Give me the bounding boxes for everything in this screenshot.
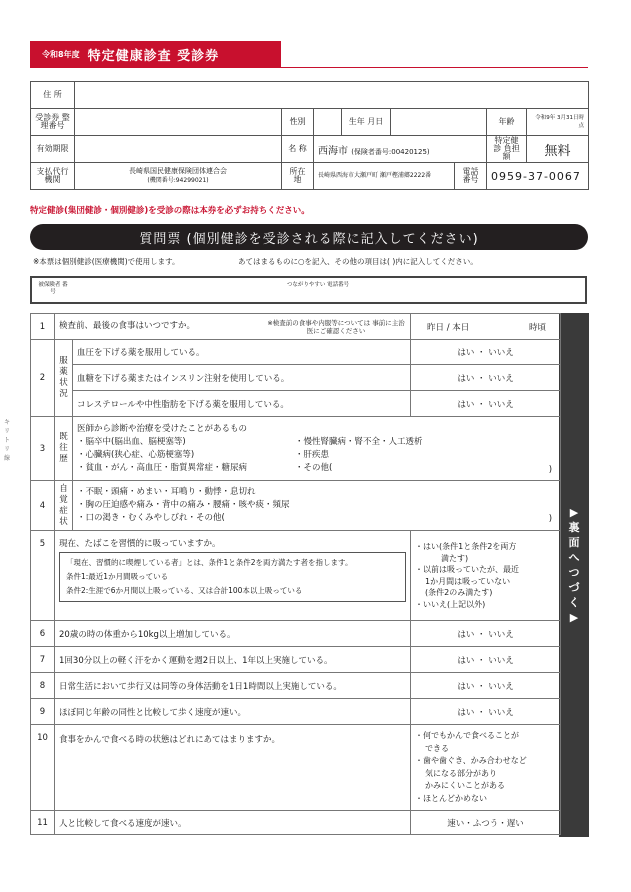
insured-number-field[interactable] [74, 280, 264, 300]
chewing-answer-3[interactable]: ・ほとんどかめない [415, 793, 488, 803]
question-1-cell [55, 314, 411, 340]
question-number: 1 [31, 314, 55, 340]
address-field[interactable] [75, 82, 589, 109]
title-underline [30, 67, 588, 68]
valid-period-label: 有効期限 [31, 136, 75, 163]
bring-ticket-warning: 特定健診(集団健診・個別健診)を受診の際は本券を必ずお持ちください。 [30, 206, 310, 216]
symptom-item-other[interactable]: ・口の渇き・むくみやしびれ・その他( [77, 513, 225, 523]
answer-time[interactable]: 時頃 [529, 322, 547, 333]
history-item[interactable]: ・貧血・がん・高血圧・脂質異常症・糖尿病 [77, 462, 248, 473]
question-number: 5 [31, 531, 55, 621]
ticket-title-bar [30, 41, 281, 67]
history-item[interactable]: ・脳卒中(脳出血、脳梗塞等) [77, 436, 186, 447]
question-text: 血糖を下げる薬またはインスリン注射を使用している。 [73, 365, 411, 391]
fee-label: 特定健診 負担額 [487, 136, 527, 163]
close-paren: ) [548, 465, 553, 475]
symptom-item[interactable]: ・胸の圧迫感や痛み・背中の痛み・腰痛・咳や痰・頻尿 [77, 500, 290, 510]
meal-note: ※検査前の食事や内服等については 事前に主治医にご確認ください [267, 318, 405, 335]
question-row-4 [31, 481, 561, 531]
question-row-9 [31, 699, 561, 725]
symptoms-cell [73, 481, 561, 531]
question-text: コレステロールや中性脂肪を下げる薬を服用している。 [73, 391, 411, 417]
smoking-answer-former[interactable]: ・以前は吸っていたが、最近 [415, 565, 520, 574]
chewing-answer-2[interactable]: ・歯や歯ぐき、かみ合わせなど [415, 756, 527, 765]
smoking-condition-2: 条件2:生涯で6か月間以上吸っている、又は合計100本以上吸っている [66, 586, 303, 595]
insurer-name-label: 名 称 [282, 136, 314, 163]
agency-cell [75, 163, 282, 190]
questionnaire-title: 質問票 (個別健診を受診される際に記入してください) [30, 224, 588, 250]
symptoms-group-label: 自 覚 症 状 [55, 481, 73, 531]
history-group-label: 既 往 歴 [55, 417, 73, 481]
question-text: 20歳の時の体重から10kg以上増加している。 [55, 621, 411, 647]
insurer-number: (保険者番号:00420125) [351, 147, 430, 156]
question-row-3 [31, 417, 561, 481]
question-text: 日常生活において歩行又は同等の身体活動を1日1時間以上実施している。 [55, 673, 411, 699]
question-number: 2 [31, 340, 55, 417]
question-number: 8 [31, 673, 55, 699]
question-text: 現在、たばこを習慣的に吸っていますか。 [59, 539, 221, 549]
question-text: ほぼ同じ年齢の同性と比較して歩く速度が速い。 [55, 699, 411, 725]
question-number: 10 [31, 725, 55, 811]
question-number: 6 [31, 621, 55, 647]
valid-period-field[interactable] [75, 136, 282, 163]
question-row-1 [31, 314, 561, 340]
questions-table [30, 313, 561, 835]
answer-continuation: かみにくいことがある [425, 781, 506, 790]
symptom-item[interactable]: ・不眠・頭痛・めまい・耳鳴り・動悸・息切れ [77, 487, 256, 497]
birthdate-field[interactable] [391, 109, 487, 136]
history-cell [73, 417, 561, 481]
question-row-7 [31, 647, 561, 673]
question-number: 4 [31, 481, 55, 531]
answer-eating-speed[interactable]: 速い・ふつう・遅い [411, 811, 561, 835]
age-label: 年齢 [487, 109, 527, 136]
chewing-answers[interactable] [411, 725, 561, 811]
tab-char: づ [568, 581, 580, 594]
cut-line-mark: キ リ ト リ 線 [4, 419, 11, 462]
question-row-2c [31, 391, 561, 417]
tab-char: く [568, 596, 580, 609]
answer-continuation: 1か月間は吸っていない [425, 576, 511, 586]
ticket-title: 特定健康診査 受診券 [87, 48, 220, 64]
birthdate-label: 生年 月日 [342, 109, 391, 136]
question-row-10 [31, 725, 561, 811]
question-number: 3 [31, 417, 55, 481]
chewing-answer-1[interactable]: ・何でもかんで食べることが [415, 731, 520, 740]
question-text: 1回30分以上の軽く汗をかく運動を週2日以上、1年以上実施している。 [55, 647, 411, 673]
answer-continuation: (条件2のみ満たす) [425, 588, 493, 597]
question-text: 血圧を下げる薬を服用している。 [73, 340, 411, 365]
question-row-2a [31, 340, 561, 365]
location-label: 所在地 [282, 163, 314, 190]
tab-char: 裏 [568, 521, 580, 534]
tab-char: つ [568, 566, 580, 579]
smoking-definition: 「現在、習慣的に喫煙している者」とは、条件1と条件2を両方満たす者を指します。 [66, 558, 353, 567]
smoking-definition-box [59, 552, 406, 602]
smoking-condition-1: 条件1:最近1か月間吸っている [66, 572, 169, 581]
contact-phone-label: つながりやすい 電話番号 [286, 282, 350, 288]
history-item-other[interactable]: ・その他( [295, 462, 333, 473]
fee-value: 無料 [527, 136, 589, 163]
phone-label: 電話番号 [455, 163, 487, 190]
close-paren: ) [548, 514, 553, 524]
question-number: 11 [31, 811, 55, 835]
answer-continuation: 気になる部分があり [425, 768, 498, 778]
agency-label: 支払代行 機関 [31, 163, 75, 190]
answer-yes-no[interactable]: はい ・ いいえ [411, 391, 561, 417]
medication-group-label: 服 薬 状 況 [55, 340, 73, 417]
answer-continuation: できる [425, 743, 450, 753]
answer-yes-no[interactable]: はい ・ いいえ [411, 699, 561, 725]
location-value: 長崎県西海市大瀬戸町 瀬戸樫浦郷2222番 [314, 163, 455, 190]
question-text: 人と比較して食べる速度が速い。 [55, 811, 411, 835]
question-row-2b [31, 365, 561, 391]
fill-instructions: あてはまるものに○を記入、その他の項目は( )内に記入してください。 [238, 257, 478, 266]
answer-yes-no[interactable]: はい ・ いいえ [411, 647, 561, 673]
phone-value: 0959-37-0067 [487, 163, 589, 190]
answer-1[interactable] [411, 314, 561, 340]
ticket-number-field[interactable] [75, 109, 282, 136]
smoking-answer-no[interactable]: ・いいえ(上記以外) [415, 599, 486, 609]
insurer-name: 西海市 [318, 145, 348, 157]
gender-label: 性別 [282, 109, 314, 136]
continue-on-back-text [562, 505, 586, 625]
agency-number: (機関番号:94299021) [147, 177, 209, 184]
question-number: 7 [31, 647, 55, 673]
info-table [30, 81, 589, 190]
history-item[interactable]: ・慢性腎臓病・腎不全・人工透析 [295, 436, 423, 447]
answer-day[interactable]: 昨日 / 本日 [427, 322, 470, 333]
answer-yes-no[interactable]: はい ・ いいえ [411, 340, 561, 365]
history-intro: 医師から診断や治療を受けたことがあるもの [77, 423, 248, 434]
history-item[interactable]: ・肝疾患 [295, 449, 330, 460]
ticket-number-label: 受診券 整理番号 [31, 109, 75, 136]
address-label: 住 所 [31, 82, 75, 109]
insured-id-box [30, 276, 587, 304]
smoking-answers[interactable] [411, 531, 561, 621]
question-row-8 [31, 673, 561, 699]
question-text: 食事をかんで食べる時の状態はどれにあてはまりますか。 [55, 725, 411, 811]
tab-arrow-bottom: ▶ [569, 611, 579, 624]
question-row-5 [31, 531, 561, 621]
tab-char: 面 [568, 536, 580, 549]
insured-number-label: 被保険者 番号 [38, 282, 68, 295]
answer-continuation: 満たす) [441, 553, 469, 563]
usage-note: ※本票は個別健診(医療機関)で使用します。 [33, 257, 180, 266]
history-item[interactable]: ・心臓病(狭心症、心筋梗塞等) [77, 449, 195, 460]
answer-yes-no[interactable]: はい ・ いいえ [411, 621, 561, 647]
tab-char: へ [568, 551, 580, 564]
answer-yes-no[interactable]: はい ・ いいえ [411, 673, 561, 699]
question-row-6 [31, 621, 561, 647]
question-text: 検査前、最後の食事はいつですか。 [59, 320, 196, 331]
answer-yes-no[interactable]: はい ・ いいえ [411, 365, 561, 391]
insurer-cell [314, 136, 487, 163]
fiscal-year: 令和8年度 [42, 49, 80, 59]
gender-field[interactable] [314, 109, 342, 136]
question-number: 9 [31, 699, 55, 725]
smoking-cell [55, 531, 411, 621]
smoking-answer-yes[interactable]: ・はい(条件1と条件2を両方 [415, 542, 517, 551]
age-note: 令和9年 3月31日時点 [527, 109, 589, 136]
agency-name: 長崎県国民健康保険団体連合会 [129, 167, 227, 175]
contact-phone-field[interactable] [362, 280, 582, 300]
tab-arrow-top: ▶ [569, 506, 579, 519]
question-row-11 [31, 811, 561, 835]
